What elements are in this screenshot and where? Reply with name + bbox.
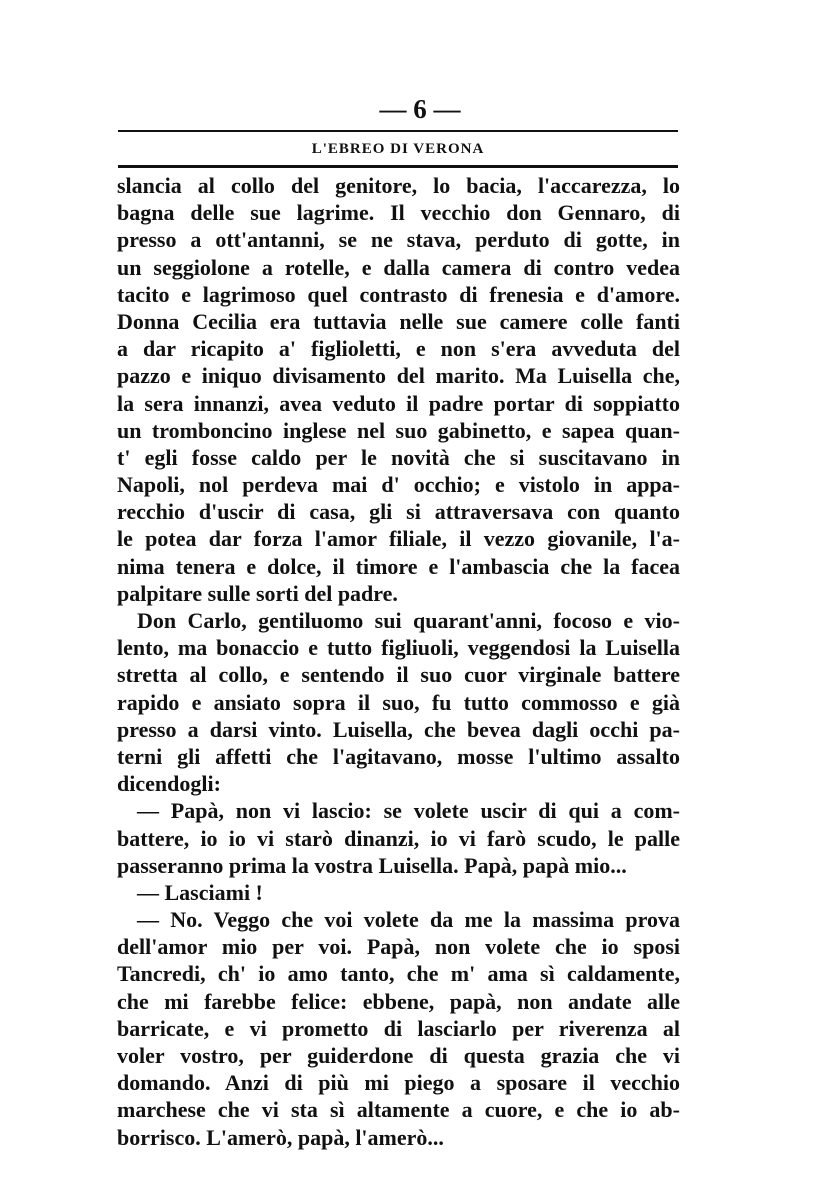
text-line: barricate, e vi prometto di lasciarlo per riverenza al <box>117 1015 680 1041</box>
text-line: slancia al collo del genitore, lo bacia, l'accarezza, lo <box>117 173 680 198</box>
text-line: presso a darsi vinto. Luisella, che bevea dagli occhi pa- <box>117 716 680 742</box>
header-rule-top <box>118 130 678 132</box>
text-line: t' egli fosse caldo per le novità che si suscitavano in <box>117 444 680 470</box>
header-rule-bottom <box>118 165 678 168</box>
text-line: — Papà, non vi lascio: se volete uscir di qui a com- <box>137 798 680 824</box>
text-line: recchio d'uscir di casa, gli si attraversava con quanto <box>117 499 680 525</box>
text-line: borrisco. L'amerò, papà, l'amerò... <box>117 1124 444 1150</box>
text-line: stretta al collo, e sentendo il suo cuor virginale battere <box>117 662 680 688</box>
text-line: palpitare sulle sorti del padre. <box>117 580 398 606</box>
text-line: le potea dar forza l'amor filiale, il vezzo giovanile, l'a- <box>117 526 680 552</box>
running-head: L'EBREO DI VERONA <box>311 141 485 157</box>
text-line: un tromboncino inglese nel suo gabinetto, e sapea quan- <box>117 417 680 443</box>
text-line: — Lasciami ! <box>137 879 263 905</box>
text-line: Donna Cecilia era tuttavia nelle sue camere colle fanti <box>117 308 680 334</box>
text-line: presso a ott'antanni, se ne stava, perduto di gotte, in <box>117 227 680 253</box>
text-line: bagna delle sue lagrime. Il vecchio don Gennaro, di <box>117 200 680 226</box>
text-line: terni gli affetti che l'agitavano, mosse l'ultimo assalto <box>117 743 680 769</box>
text-line: Napoli, nol perdeva mai d' occhio; e vistolo in appa- <box>117 472 680 498</box>
text-line: la sera innanzi, avea veduto il padre portar di soppiatto <box>117 390 680 416</box>
text-line: marchese che vi sta sì altamente a cuore, e che io ab- <box>117 1097 680 1123</box>
text-line: battere, io io vi starò dinanzi, io vi farò scudo, le palle <box>117 825 680 851</box>
text-line: lento, ma bonaccio e tutto figliuoli, veggendosi la Luisella <box>117 635 680 661</box>
text-line: dell'amor mio per voi. Papà, non volete che io sposi <box>117 934 680 960</box>
text-line: che mi farebbe felice: ebbene, papà, non andate alle <box>117 988 680 1014</box>
text-line: dicendogli: <box>117 771 221 797</box>
text-line: un seggiolone a rotelle, e dalla camera di contro vedea <box>117 254 680 280</box>
text-line: passeranno prima la vostra Luisella. Papà, papà mio... <box>117 852 627 878</box>
text-line: rapido e ansiato sopra il suo, fu tutto commosso e già <box>117 689 680 715</box>
text-line: domando. Anzi di più mi piego a sposare il vecchio <box>117 1070 680 1096</box>
text-line: a dar ricapito a' figlioletti, e non s'era avveduta del <box>117 336 680 362</box>
page-number: — 6 — <box>379 94 461 124</box>
body-text <box>117 172 680 1151</box>
text-line: — No. Veggo che voi volete da me la massima prova <box>137 907 680 933</box>
text-line: nima tenera e dolce, il timore e l'ambascia che la facea <box>117 553 680 579</box>
text-line: voler vostro, per guiderdone di questa grazia che vi <box>117 1043 680 1068</box>
text-line: pazzo e iniquo divisamento del marito. Ma Luisella che, <box>117 363 680 389</box>
text-line: tacito e lagrimoso quel contrasto di frenesia e d'amore. <box>117 281 680 307</box>
text-line: Tancredi, ch' io amo tanto, che m' ama sì caldamente, <box>117 961 680 987</box>
text-line: Don Carlo, gentiluomo sui quarant'anni, focoso e vio- <box>137 608 680 633</box>
